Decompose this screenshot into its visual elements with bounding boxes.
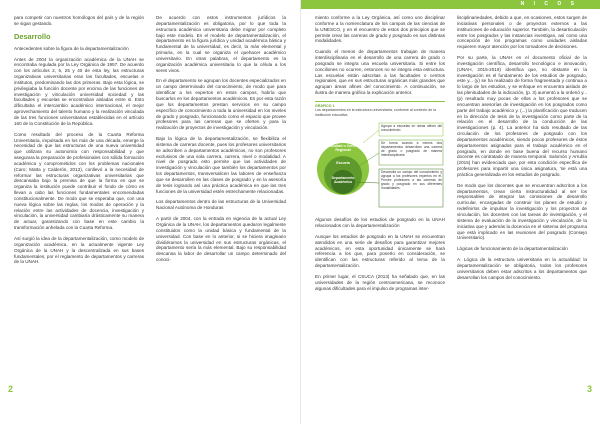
node-label-facultad: Facultad o Centro Regional (327, 144, 359, 153)
subsection-heading: Lógicas de funcionamiento de la departamentalización (457, 246, 568, 252)
facultad-label-box (325, 144, 361, 156)
body-paragraph: En primer lugar, el CSUCA (2013) ha señalado que, en las universidades de la región centroamericana, se reconoce algunas dificultades para el impulso de programas inter- (315, 273, 445, 291)
note-departamento-box (381, 170, 442, 207)
section-heading-desarrollo: Desarrollo (14, 31, 51, 41)
body-paragraph: lisciplinariedades, debido a que, en ocasiones, estos surgen de iniciativas personales o de proyectos externos a las instituciones de educación superior. También, la desarticulación entre los posgrados y las instancias investigan, así como una concepción de los programas como unidades aisladas requieren mayor atención por los tomadores de decisiones. (457, 15, 587, 50)
note-escuela: Se forma cuando a menos dos departamentos desarrollan una carrera de grado o posgrado de manera interdisciplinaria (381, 141, 442, 158)
subsection-heading: Los departamentos dentro de las estructuras de la Universidad Nacional Autónoma de Honduras (156, 199, 286, 211)
figure-caption: Los departamentos en la estructura universitaria, conforme al contexto de la institución educativa (315, 108, 437, 117)
note-facultad: Agrupa a escuelas en áreas afines del conocimiento (381, 124, 442, 133)
escuela-label-box (327, 161, 359, 167)
left-column-2 (156, 15, 286, 268)
node-label-escuela: Escuela (336, 161, 350, 166)
note-departamento: Desarrolla un campo del conocimiento y agrupa a los profesores expertos en él. Provee profesores a las carreras de grado y posgrado en sus diferentes modalidades. (381, 170, 442, 191)
header-band (301, 0, 600, 9)
body-paragraph: Como resultado del proceso de la Cuarta Reforma Universitaria, impulsada en los más de una década, emerge la necesidad de que las estructuras de una nueva universidad que utilizara su autonomía con responsabilidad y que asegurara la preparación de profesionales con sólida formación académica y comprometidos con los problemas nacionales (Caro; Matta y Calderón, 2013), conllevó a la necesidad de reformar las estructuras organizativas universitarias que descansaba bajo la premisa de que la forma en que se organiza la institución puede contribuir el fondo de cómo es llevan a cabo las funciones fundamentales encomendadas constitucionalmente. De modo que se esperaba que, con una nueva lógica sobre las reglas, los modos de operación y la relación entre las actividades de docencia, investigación y vinculación, la universidad cambiaría drásticamente su manera de actuar, garantizando con base en este cambio la transformación anhelada con la Cuarta Reforma. (14, 131, 144, 231)
right-page (301, 0, 600, 424)
intro-paragraph: para competir con nuestros homólogos del país y de la región se sigan gestando. (14, 15, 144, 26)
structure-figure (315, 101, 445, 211)
departamento-label-box (331, 176, 355, 188)
body-paragraph: miento conforme a la Ley Orgánica, así como uno disciplinar conforme a la nomenclatura de los campos de las ciencias de la UNESCO, y en el encuentro de estos dos principios que se permite crear las carreras de grado y posgrado en sus distintas modalidades. (315, 15, 445, 44)
connector-facultad (363, 130, 379, 143)
body-paragraph: Por su parte, la UNAH en el documento oficial de la investigación científica, desarrollo tecnológico e innovación, (UNAH, 2015-2019) identifica que, no obstante en la investigación es el fundamento de los estudios de posgrado, este y... (y) se ha realizado de forma fragmentada y continua a lo largo de los estudios, y se enfoque en encuentra aislado de las plenitudades de la indicación, (p. 3) aumentó a la ordenó y... (p) resultado muy pocas de ellos a los profesores que se encuentran asesorías de investigación en los posgrados como parte del trabajo académico y. (...) la planificación que traducen en la dirección de tesis de la investigación como parte de la relación en el desarrollo de la conducción de las investigaciones (p. 4). La anterior ha sido resultado de las circulación de los profesores de posgrado con los departamentos académicos, siendo pocos profesores de éstos departamentos asignados para el trabajo académico en el posgrado, en donde en base buena del recurso humano docente es contratado de manera temporal. Salomón y Arrubla (2015) han evidenciado que, por esta condición específica de profesores para impartir una única asignatura, 'se está una práctica generalizada en los estudios de posgrado. (457, 55, 587, 177)
body-paragraph: Antes de 2004 la organización académica de la UNAH se encontraba regulada por la Ley Orgánica de 1957. De acuerdo con los artículos 2, 6, 25 y 40 de esta ley, las estructuras organizativas universitarias eran las facultades, escuelas e institutos, predominando las dos primeras. Bajo esta lógica, se privilegiaba la función docente por encima de las funciones de investigación y vinculación universidad sociedad y las facultades y escuelas se encontraban aisladas entre sí. Esto dificultaba el intercambio académico internacional, el mejor aprovechamiento del talento humano y la realización vinculada de las tres funciones universitarias establecidas en el artículo 160 de la Constitución de la República. (14, 56, 144, 126)
subsection-heading: Antecedentes sobre la figura de la departamentalización (14, 45, 129, 51)
structure-diagram (315, 119, 445, 211)
page-number-left: 2 (8, 384, 14, 394)
body-paragraph: Así surgió la idea de la departamentalización, como modelo de organización académica, en la actualmente vigente Ley Orgánica de la UNAH y la descentralizada en sus bases fundamentales, por el reglamento de departamentos y carreras de la UNAH. (14, 236, 144, 265)
note-escuela-box (381, 141, 442, 165)
right-column-4 (457, 15, 587, 285)
body-paragraph: Bajo la lógica de la departamentalización, se flexibiliza el sistema de carreras docente, pues los profesores universitarios se adscriben a departamentos académicos, no son profesores exclusivos de una sola carrera, carrera, nivel o modalidad. A nivel de posgrado esto permite que las actividades de investigación y vinculación que también los departamentos por los departamentos, transversalicen las labores de enseñanza que se desarrollen en las clases de posgrado y en la asesoría de tesis logrando así una práctica académica en que las tres funciones de la universidad estén estrechamente relacionadas. (156, 136, 286, 194)
body-paragraph: De modo que los docentes que se encuentran adscritos a los departamentos, crean cierta instructuralidad al ser los responsables de integrar las comisiones de desarrollo curricular, encargadas de construir los planes de estudio y redefinirlos de impulsar la investigación y los proyectos de vinculación, los docentes con las tareas de investigación, y el sistema de evaluación de la investigación y vinculación, de la iniciativa que y además la docencia en el sistema del programa que está implicado en las reuniones del posgrado (Consejo Universitario). (457, 182, 587, 241)
body-paragraph: Cuando el menos de departamentos trabajan de manera interdisciplinaria en el desarrollo de una carrera de grado o posgrado se integra una escuela universitaria. Si entre los conciliones no ocurren, entonces no se integra esta estructura. Las escuelas están adscritas a las facultades o centros regionales, que en sus estructuras orgánicas más grandes que agrupan áreas afines del conocimiento. A continuación, se ilustra de manera gráfica la explicación anterior. (315, 49, 445, 96)
body-paragraph: A partir de 2004, con la entrada en vigencia de la actual Ley Orgánica de la UNAH, los departamentos quedaron legalmente constituidos como la unidad básica y fundamental de la universidad. Con base en lo anterior, si se hiciera imaginario dividiéramos la universidad en sus estructuras orgánicas, el departamento sería la más elemental. Bajo su responsabilidad descansa la labor de desarrollar un campo determinado del conoci- (156, 216, 286, 263)
node-label-departamento: Departamento Académico (331, 176, 355, 185)
note-facultad-box (381, 124, 442, 136)
body-paragraph: Aunque los estudios de posgrado en la UNAH se encuentran atendidos en una serie de desafíos para garantizar mejores académicos, en esta oportunidad únicamente se hará referencia a los que, para ponerlo en consideración, se identifican con las estructuras referido al tema de la departamentalización. (315, 233, 445, 269)
figure-label: GRÁFICO 1 (315, 103, 335, 108)
body-paragraph: En el departamento se agrupan los docentes especializados en un campo determinado del conocimiento, de modo que para identificar a los expertos en estos campos, habría que buscarlos en los departamentos académicos. Es por esta razón que los departamentos prestan servicios en su campo específico de conocimiento a toda la universidad en los niveles de grado y posgrado, funcionando como el espacio que provee profesores para las carreras que se oferten y para la realización de proyectos de investigación y vinculación. (156, 78, 286, 131)
subsection-heading: Algunos desafíos de los estudios de posgrado en la UNAH relacionados con la departamentalización (315, 217, 445, 229)
left-column-1 (14, 15, 144, 270)
page-number-right: 3 (586, 384, 592, 394)
body-paragraph: A. Lógica de la estructura universitaria en la actualidad: la departamentalización se obligatoria, todos los profesores universitarios deben estar adscritos a los departamentos que desarrollan los campos del conocimiento. (457, 257, 587, 280)
right-column-3 (315, 15, 445, 296)
body-paragraph: De acuerdo con estos instrumentos jurídicos la departamentalización es obligatoria, por lo que toda la estructura académica universitaria debe migrar por completo bajo este modelo. En el modelo de departamentalización, el departamento es la figura jurídica y unidad académica básica y fundamental de la universidad, es decir, la más elemental y primaria, en la cual se organiza el quehacer académico universitario. En otras palabras, el departamento es la organización académica universitaria lo que la célula a los seres vivos. (156, 15, 286, 73)
header-band-title: N I C O S (520, 1, 578, 7)
